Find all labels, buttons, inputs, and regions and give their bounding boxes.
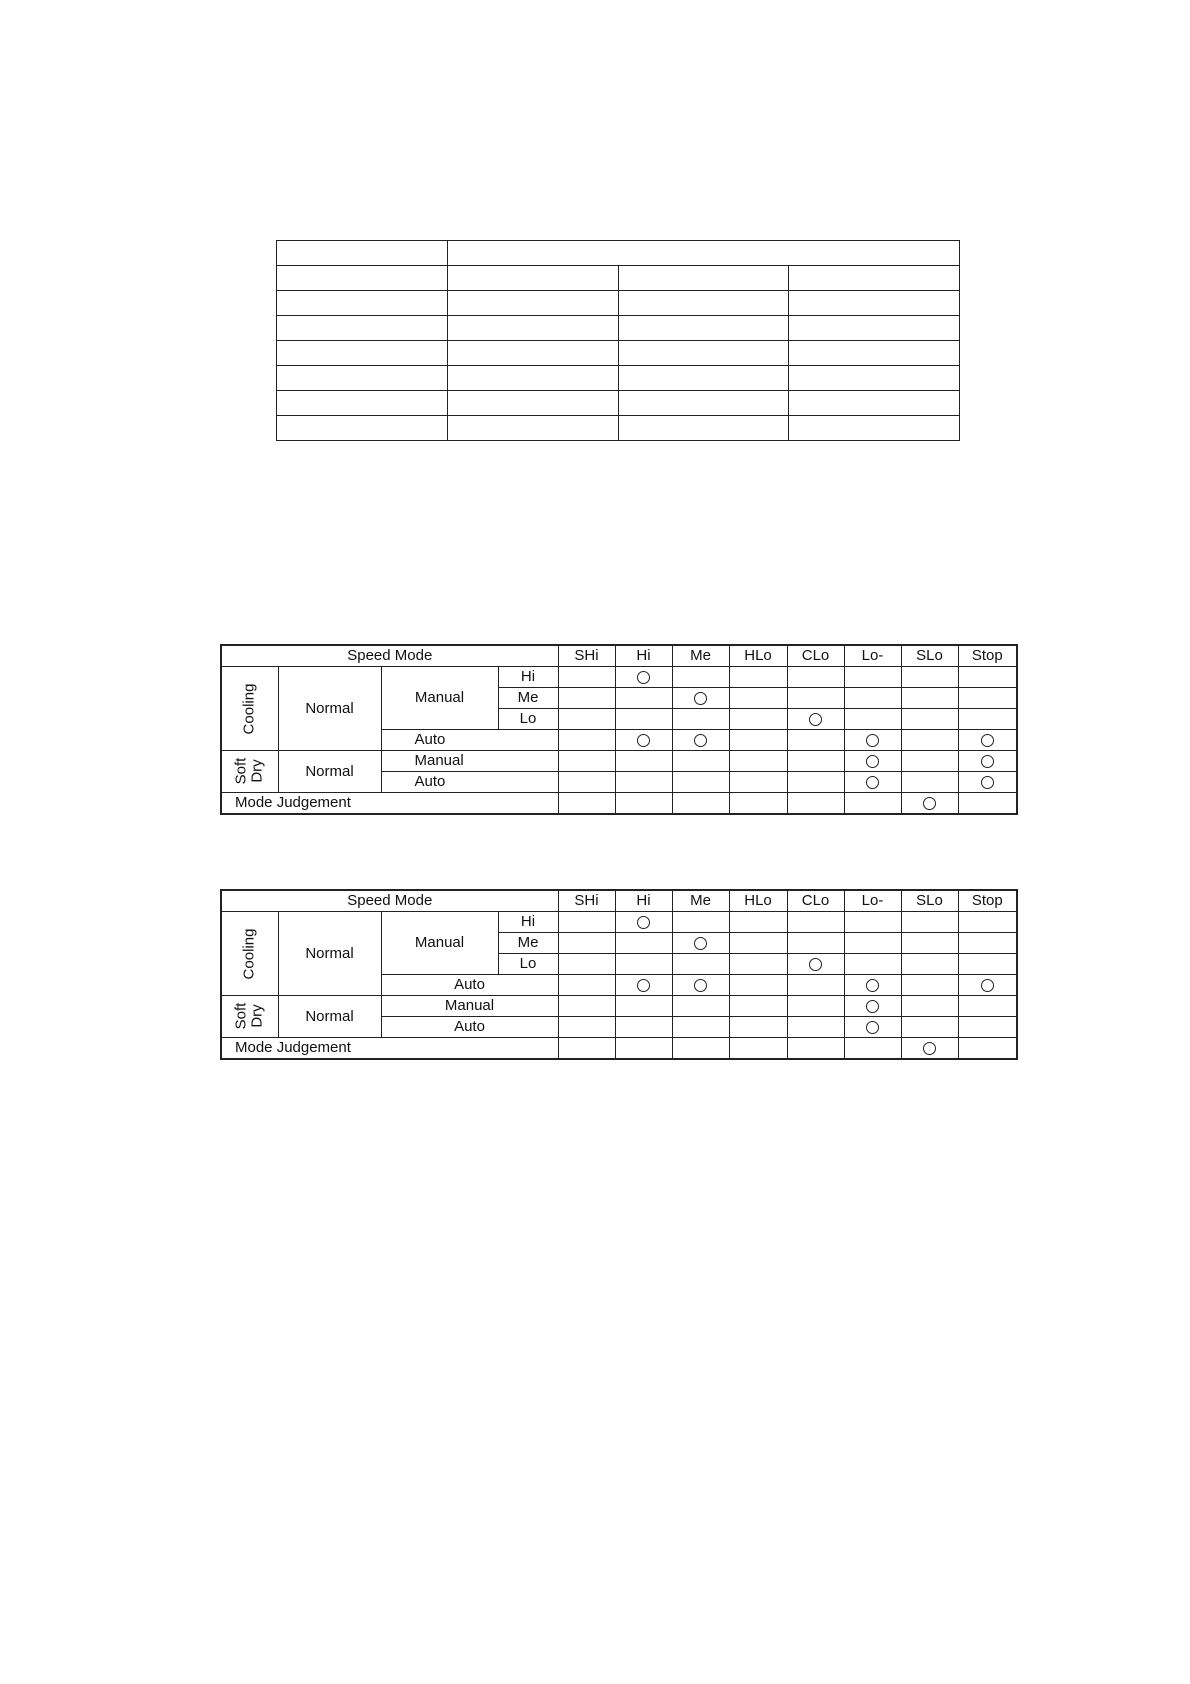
column-header-hlo: HLo <box>729 645 787 667</box>
circle-mark-icon <box>637 671 650 684</box>
speed-cell <box>901 730 958 751</box>
speed-cell <box>558 996 615 1017</box>
speed-cell <box>787 772 844 793</box>
speed-cell <box>958 954 1017 975</box>
mode-judgement-label: Mode Judgement <box>221 793 558 815</box>
table-cell <box>618 291 789 316</box>
table-cell <box>277 316 448 341</box>
column-header-hlo: HLo <box>729 890 787 912</box>
cooling-label-cell <box>221 912 278 996</box>
mode-judgement-label: Mode Judgement <box>221 1038 558 1060</box>
speed-cell <box>672 751 729 772</box>
speed-mode-header: Speed Mode <box>221 645 558 667</box>
speed-cell <box>844 954 901 975</box>
column-header-clo: CLo <box>787 645 844 667</box>
speed-cell <box>901 933 958 954</box>
table-cell <box>447 291 618 316</box>
table-row <box>221 793 1017 815</box>
speed-cell <box>558 730 615 751</box>
speed-cell <box>787 912 844 933</box>
speed-cell <box>729 751 787 772</box>
speed-cell <box>958 667 1017 688</box>
speed-cell <box>615 730 672 751</box>
speed-cell <box>787 688 844 709</box>
speed-cell <box>729 1017 787 1038</box>
speed-mode-table-2 <box>220 889 1018 1060</box>
table-row <box>221 1038 1017 1060</box>
speed-cell <box>901 1038 958 1060</box>
table-cell <box>277 241 448 266</box>
speed-cell <box>615 954 672 975</box>
circle-mark-icon <box>923 797 936 810</box>
normal-cooling-label: Normal <box>278 667 381 751</box>
speed-cell <box>958 912 1017 933</box>
speed-cell <box>729 793 787 815</box>
table-cell <box>789 316 960 341</box>
speed-cell <box>558 688 615 709</box>
speed-cell <box>787 954 844 975</box>
speed-cell <box>844 793 901 815</box>
speed-cell <box>558 1038 615 1060</box>
table-row <box>221 667 1017 688</box>
lo-label: Lo <box>498 709 558 730</box>
speed-cell <box>958 751 1017 772</box>
auto-label: Auto <box>381 730 558 751</box>
manual-label: Manual <box>381 912 498 975</box>
soft-dry-label: Soft Dry <box>232 1002 266 1030</box>
speed-cell <box>729 688 787 709</box>
soft-dry-label-cell <box>221 751 278 793</box>
column-header-slo: SLo <box>901 645 958 667</box>
table-row <box>221 751 1017 772</box>
column-header-lo-minus: Lo- <box>844 645 901 667</box>
speed-cell <box>901 996 958 1017</box>
speed-cell <box>958 772 1017 793</box>
speed-cell <box>729 730 787 751</box>
speed-cell <box>787 1038 844 1060</box>
speed-cell <box>558 912 615 933</box>
speed-cell <box>615 751 672 772</box>
dry-auto-label: Auto <box>381 1017 558 1038</box>
speed-cell <box>615 933 672 954</box>
table-cell <box>618 341 789 366</box>
speed-cell <box>615 912 672 933</box>
speed-cell <box>958 975 1017 996</box>
circle-mark-icon <box>637 734 650 747</box>
dry-auto-label: Auto <box>381 772 558 793</box>
speed-cell <box>729 667 787 688</box>
column-header-shi: SHi <box>558 645 615 667</box>
speed-cell <box>558 954 615 975</box>
table-cell <box>277 366 448 391</box>
table-cell <box>277 391 448 416</box>
speed-cell <box>787 793 844 815</box>
dry-manual-label: Manual <box>381 996 558 1017</box>
table-cell <box>447 266 618 291</box>
column-header-stop: Stop <box>958 890 1017 912</box>
table-row <box>221 912 1017 933</box>
speed-cell <box>958 730 1017 751</box>
speed-cell <box>672 730 729 751</box>
speed-cell <box>558 709 615 730</box>
circle-mark-icon <box>981 755 994 768</box>
table-cell <box>618 366 789 391</box>
speed-cell <box>672 709 729 730</box>
normal-dry-label: Normal <box>278 751 381 793</box>
speed-cell <box>672 996 729 1017</box>
speed-cell <box>615 793 672 815</box>
speed-cell <box>729 709 787 730</box>
dry-manual-label: Manual <box>381 751 558 772</box>
circle-mark-icon <box>809 958 822 971</box>
speed-cell <box>672 975 729 996</box>
speed-cell <box>672 688 729 709</box>
table-row <box>221 996 1017 1017</box>
table-cell <box>277 341 448 366</box>
speed-cell <box>615 772 672 793</box>
speed-cell <box>672 933 729 954</box>
circle-mark-icon <box>694 692 707 705</box>
speed-cell <box>615 975 672 996</box>
speed-cell <box>958 709 1017 730</box>
speed-cell <box>558 667 615 688</box>
table-cell <box>447 341 618 366</box>
speed-cell <box>901 709 958 730</box>
speed-cell <box>844 751 901 772</box>
speed-cell <box>958 688 1017 709</box>
circle-mark-icon <box>809 713 822 726</box>
speed-cell <box>558 933 615 954</box>
speed-cell <box>729 975 787 996</box>
table-cell <box>447 241 959 266</box>
speed-cell <box>729 1038 787 1060</box>
column-header-me: Me <box>672 890 729 912</box>
speed-cell <box>558 751 615 772</box>
cooling-label: Cooling <box>240 683 258 734</box>
table-row <box>277 266 960 291</box>
header-row <box>221 645 1017 667</box>
table-cell <box>277 416 448 441</box>
speed-cell <box>958 793 1017 815</box>
table-cell <box>618 416 789 441</box>
table-row <box>277 341 960 366</box>
table-cell <box>447 316 618 341</box>
speed-cell <box>787 933 844 954</box>
table-cell <box>447 391 618 416</box>
hi-label: Hi <box>498 912 558 933</box>
table-cell <box>789 266 960 291</box>
speed-cell <box>844 933 901 954</box>
speed-cell <box>558 793 615 815</box>
speed-cell <box>844 730 901 751</box>
circle-mark-icon <box>694 937 707 950</box>
speed-cell <box>615 667 672 688</box>
speed-cell <box>787 709 844 730</box>
speed-cell <box>672 793 729 815</box>
speed-cell <box>958 1038 1017 1060</box>
speed-cell <box>615 709 672 730</box>
speed-cell <box>901 667 958 688</box>
table-cell <box>618 316 789 341</box>
speed-cell <box>672 667 729 688</box>
column-header-me: Me <box>672 645 729 667</box>
speed-cell <box>558 975 615 996</box>
circle-mark-icon <box>981 734 994 747</box>
speed-cell <box>901 1017 958 1038</box>
table-row <box>277 241 960 266</box>
circle-mark-icon <box>866 776 879 789</box>
speed-cell <box>615 1017 672 1038</box>
speed-cell <box>958 996 1017 1017</box>
lo-label: Lo <box>498 954 558 975</box>
me-label: Me <box>498 933 558 954</box>
speed-cell <box>787 730 844 751</box>
auto-label: Auto <box>381 975 558 996</box>
speed-mode-header: Speed Mode <box>221 890 558 912</box>
column-header-clo: CLo <box>787 890 844 912</box>
speed-mode-table-1 <box>220 644 1018 815</box>
blank-grid-table <box>276 240 960 441</box>
speed-cell <box>901 912 958 933</box>
cooling-label: Cooling <box>240 928 258 979</box>
table-row <box>277 291 960 316</box>
speed-cell <box>787 751 844 772</box>
speed-cell <box>558 1017 615 1038</box>
speed-cell <box>844 1038 901 1060</box>
speed-cell <box>672 1038 729 1060</box>
speed-cell <box>729 912 787 933</box>
table-cell <box>447 416 618 441</box>
table-row <box>277 391 960 416</box>
speed-cell <box>844 975 901 996</box>
speed-cell <box>901 751 958 772</box>
speed-cell <box>729 996 787 1017</box>
soft-dry-label: Soft Dry <box>232 757 266 785</box>
circle-mark-icon <box>923 1042 936 1055</box>
column-header-lo-minus: Lo- <box>844 890 901 912</box>
circle-mark-icon <box>637 916 650 929</box>
speed-cell <box>615 996 672 1017</box>
speed-cell <box>844 709 901 730</box>
table-cell <box>277 291 448 316</box>
speed-cell <box>672 912 729 933</box>
column-header-hi: Hi <box>615 890 672 912</box>
header-row <box>221 890 1017 912</box>
manual-label: Manual <box>381 667 498 730</box>
circle-mark-icon <box>637 979 650 992</box>
speed-cell <box>901 975 958 996</box>
speed-cell <box>901 793 958 815</box>
speed-cell <box>901 772 958 793</box>
column-header-slo: SLo <box>901 890 958 912</box>
speed-cell <box>558 772 615 793</box>
circle-mark-icon <box>866 1000 879 1013</box>
speed-cell <box>729 954 787 975</box>
speed-cell <box>787 996 844 1017</box>
speed-cell <box>844 912 901 933</box>
table-cell <box>277 266 448 291</box>
normal-dry-label: Normal <box>278 996 381 1038</box>
table-cell <box>789 391 960 416</box>
speed-cell <box>844 1017 901 1038</box>
table-cell <box>618 391 789 416</box>
table-row <box>277 416 960 441</box>
table-row <box>277 366 960 391</box>
circle-mark-icon <box>981 979 994 992</box>
circle-mark-icon <box>694 734 707 747</box>
column-header-stop: Stop <box>958 645 1017 667</box>
table-cell <box>447 366 618 391</box>
circle-mark-icon <box>866 734 879 747</box>
speed-cell <box>844 996 901 1017</box>
column-header-shi: SHi <box>558 890 615 912</box>
normal-cooling-label: Normal <box>278 912 381 996</box>
column-header-hi: Hi <box>615 645 672 667</box>
circle-mark-icon <box>981 776 994 789</box>
speed-cell <box>958 1017 1017 1038</box>
speed-cell <box>615 688 672 709</box>
speed-cell <box>672 1017 729 1038</box>
speed-cell <box>901 688 958 709</box>
table-cell <box>618 266 789 291</box>
speed-cell <box>672 954 729 975</box>
speed-cell <box>901 954 958 975</box>
me-label: Me <box>498 688 558 709</box>
speed-cell <box>787 975 844 996</box>
hi-label: Hi <box>498 667 558 688</box>
soft-dry-label-cell <box>221 996 278 1038</box>
speed-cell <box>844 688 901 709</box>
speed-cell <box>729 933 787 954</box>
table-cell <box>789 416 960 441</box>
circle-mark-icon <box>866 979 879 992</box>
table-row <box>277 316 960 341</box>
circle-mark-icon <box>866 1021 879 1034</box>
table-cell <box>789 291 960 316</box>
speed-cell <box>787 1017 844 1038</box>
circle-mark-icon <box>866 755 879 768</box>
circle-mark-icon <box>694 979 707 992</box>
speed-cell <box>844 772 901 793</box>
table-cell <box>789 341 960 366</box>
speed-cell <box>958 933 1017 954</box>
speed-cell <box>787 667 844 688</box>
speed-cell <box>615 1038 672 1060</box>
speed-cell <box>844 667 901 688</box>
speed-cell <box>672 772 729 793</box>
cooling-label-cell <box>221 667 278 751</box>
table-cell <box>789 366 960 391</box>
speed-cell <box>729 772 787 793</box>
